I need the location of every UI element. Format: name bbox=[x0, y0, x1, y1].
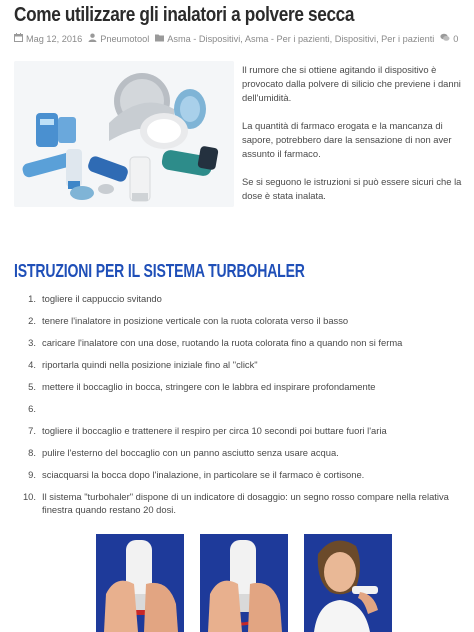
turbohaler-inhalation-photo bbox=[304, 534, 392, 632]
post-date-text: Mag 12, 2016 bbox=[26, 34, 83, 44]
list-item-number: 5. bbox=[28, 381, 36, 392]
calendar-icon bbox=[14, 33, 23, 45]
post-author[interactable] bbox=[88, 33, 149, 45]
turbohaler-step-photo-2 bbox=[200, 534, 288, 632]
intro-text bbox=[242, 63, 468, 217]
post-date bbox=[14, 33, 82, 45]
article-title: Come utilizzare gli inalatori a polvere secca bbox=[14, 4, 355, 26]
list-item bbox=[14, 424, 466, 446]
post-author-link[interactable]: Pneumotool bbox=[100, 34, 150, 44]
list-item-text: togliere il cappuccio svitando bbox=[42, 293, 162, 304]
list-item bbox=[14, 468, 466, 490]
list-item-number: 10. bbox=[22, 491, 36, 502]
intro-paragraph-2: La quantità di farmaco erogata e la mancanza di sapore, potrebbero dare la sensazione di non aver assunto il farmaco. bbox=[242, 120, 452, 159]
list-item-text: togliere il boccaglio e trattenere il respiro per circa 10 secondi poi buttare fuori l'aria bbox=[42, 425, 387, 436]
list-item-number: 3. bbox=[28, 337, 36, 348]
post-meta bbox=[14, 33, 466, 45]
post-categories bbox=[155, 33, 434, 45]
list-item bbox=[14, 292, 466, 314]
post-comments[interactable] bbox=[440, 33, 458, 45]
list-item-text: sciacquarsi la bocca dopo l'inalazione, in particolare se il farmaco è cortisone. bbox=[42, 469, 365, 480]
instruction-list bbox=[14, 292, 466, 520]
list-item bbox=[14, 314, 466, 336]
intro-paragraph-3: Se si seguono le istruzioni si può essere sicuri che la dose è stata inalata. bbox=[242, 176, 462, 201]
list-item-text: mettere il boccaglio in bocca, stringere con le labbra ed inspirare profondamente bbox=[42, 381, 376, 392]
list-item bbox=[14, 336, 466, 358]
list-item-number: 1. bbox=[28, 293, 36, 304]
section-heading: ISTRUZIONI PER IL SISTEMA TURBOHALER bbox=[14, 261, 305, 281]
intro-paragraph-1: Il rumore che si ottiene agitando il dispositivo è provocato dalla polvere di silicio che previene i danni dell'umidità. bbox=[242, 64, 461, 103]
list-item-text: Il sistema "turbohaler" dispone di un indicatore di dosaggio: un segno rosso compare nella relativa finestra quando restano 20 dosi. bbox=[42, 491, 449, 515]
list-item-text: riportarla quindi nella posizione iniziale fino al "click" bbox=[42, 359, 258, 370]
list-item-number: 9. bbox=[28, 469, 36, 480]
list-item bbox=[14, 402, 466, 424]
turbohaler-step-photo-1 bbox=[96, 534, 184, 632]
post-categories-links[interactable]: Asma - Dispositivi, Asma - Per i pazienti, Dispositivi, Per i pazienti bbox=[167, 34, 435, 44]
post-comments-count[interactable]: 0 bbox=[453, 34, 459, 44]
comments-icon bbox=[440, 33, 450, 45]
list-item-number: 6. bbox=[28, 403, 36, 414]
list-item-number: 7. bbox=[28, 425, 36, 436]
list-item-number: 8. bbox=[28, 447, 36, 458]
folder-icon bbox=[155, 33, 164, 45]
list-item bbox=[14, 490, 466, 520]
list-item-number: 2. bbox=[28, 315, 36, 326]
list-item-text: pulire l'esterno del boccaglio con un panno asciutto senza usare acqua. bbox=[42, 447, 339, 458]
user-icon bbox=[88, 33, 97, 45]
list-item bbox=[14, 446, 466, 468]
inhaler-devices-photo bbox=[14, 61, 234, 207]
list-item-number: 4. bbox=[28, 359, 36, 370]
list-item bbox=[14, 380, 466, 402]
list-item-text bbox=[42, 402, 466, 424]
list-item-text: caricare l'inalatore con una dose, ruotando la ruota colorata fino a quando non si ferma bbox=[42, 337, 403, 348]
list-item-text: tenere l'inalatore in posizione verticale con la ruota colorata verso il basso bbox=[42, 315, 349, 326]
list-item bbox=[14, 358, 466, 380]
